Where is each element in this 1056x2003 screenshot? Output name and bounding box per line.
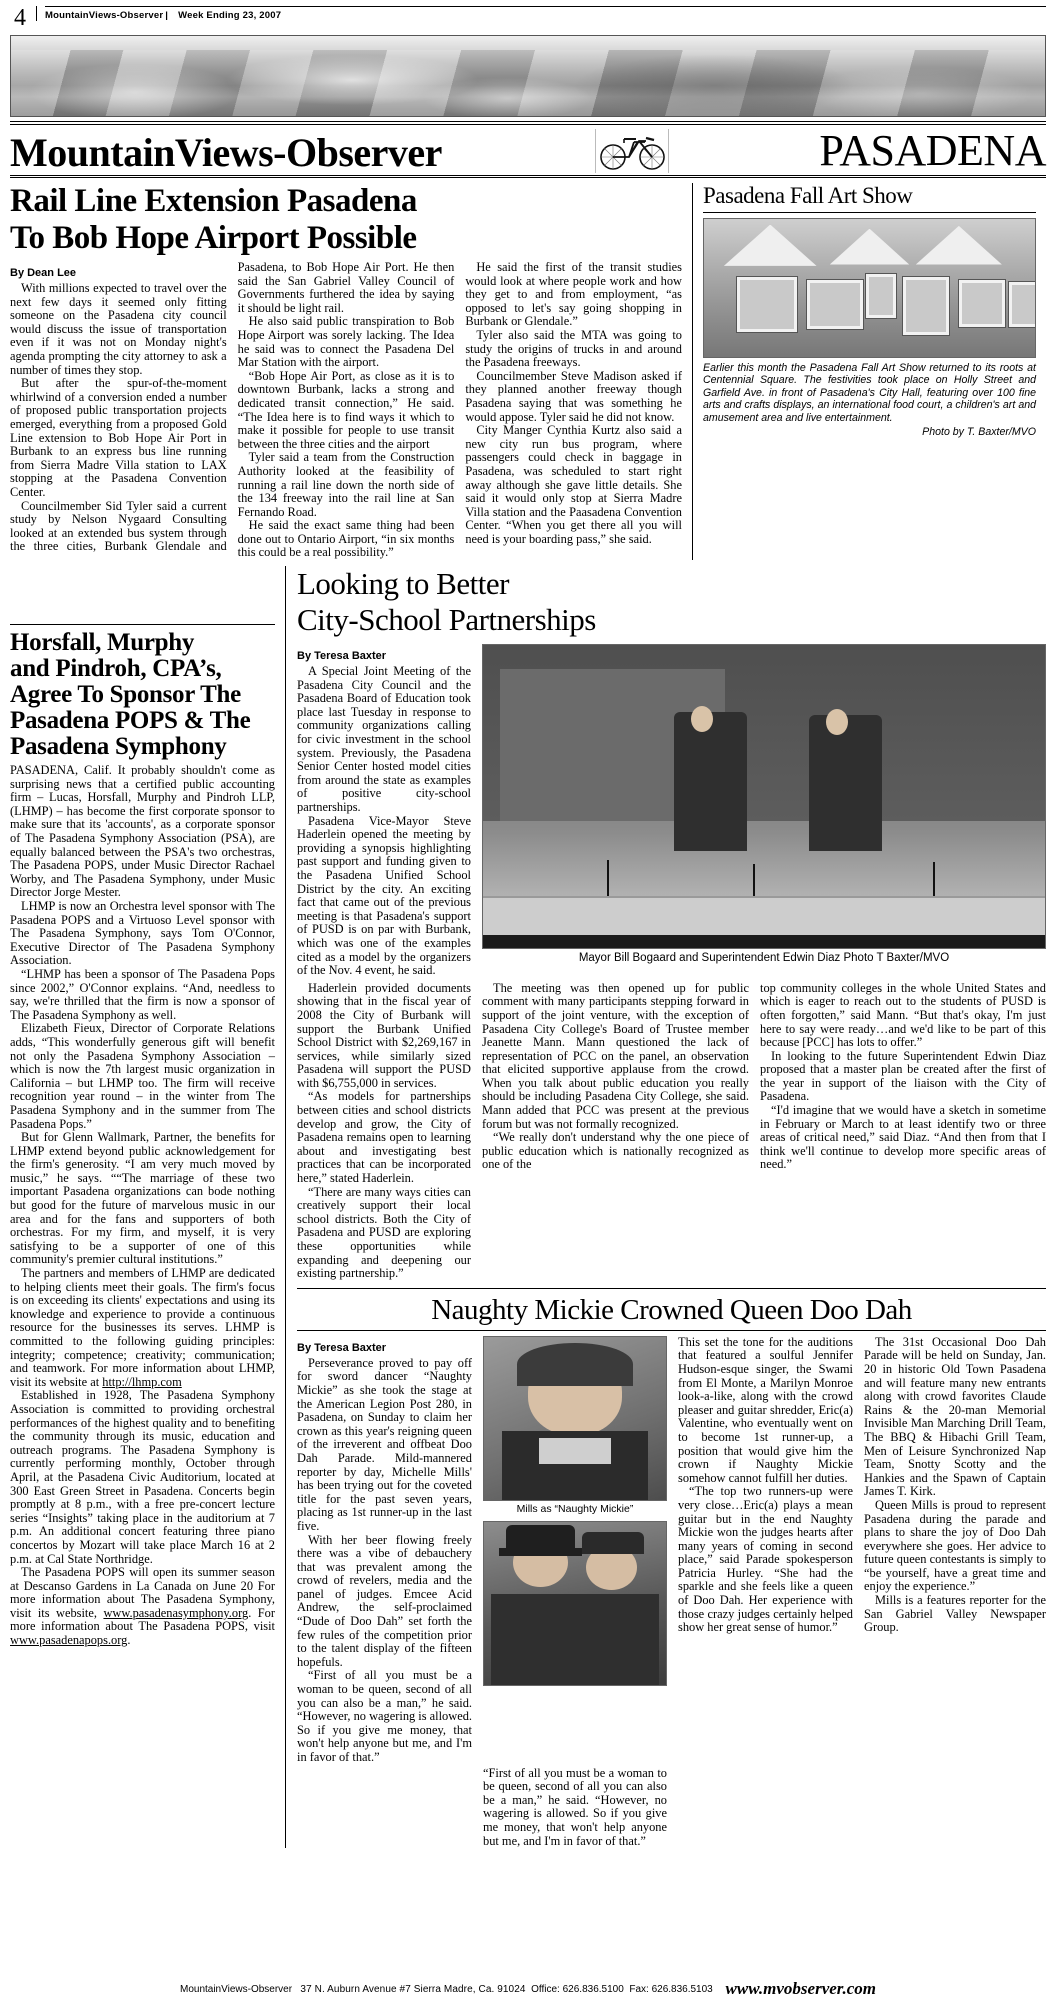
art-show-box — [693, 183, 1036, 560]
lhmp-body — [10, 764, 275, 1648]
mid-section — [10, 566, 1046, 1848]
lhmp-para-text: The partners and members of LHMP are dedicated to helping clients meet their goals. The firm's focus is on exceeding its clients' expectations and using its knowledge and experience to provide a continuous resource for the businesses its serves. LHMP is committed to the following guiding principles: integrity; competence; creativity; communication; and teamwork. For more information about LHMP, visit its website at — [10, 1266, 275, 1389]
page-number: 4 — [14, 5, 26, 31]
lhmp-para: But for Glenn Wallmark, Partner, the benefits for LHMP extend beyond public acknowledgement for the firm's generosity. “I am very much moved by music,” he says. ““The marriage of these two important Pasadena organizations can bode nothing but good for the future of marvelous music in our area and for the fans and supporters of both orchestras. For my firm, and myself, it is very satisfying to be a supporter of one of this community's premier cultural institutions.” — [10, 1130, 275, 1267]
rail-para: He also said public transpiration to Bob Hope Airport was sorely lacking. The Idea he said was to connect the Pasadena Del Mar Station with the airport. — [237, 314, 455, 370]
mickie-para: The 31st Occasional Doo Dah Parade will be held on Sunday, Jan. 20 in historic Old Town Pasadena and will feature many new entrants along with crowd favorites Claude Rains & the 20-man Memorial Invisible Man Marching Drill Team, The BBQ & Hibachi Grill Team, Men of Leisure Synchronized Nap Team, Snotty Scotty and the Hankies and the Spawn of Captain James T. Kirk. — [864, 1334, 1046, 1499]
folio-issue-date: Week Ending 23, 2007 — [178, 10, 282, 21]
partnerships-para: “I'd imagine that we would have a sketch in sometime in February or March to at least identify two or three areas of critical need,” said Diaz. “And then from that I think we'll continue to develop more specific areas of need.” — [760, 1103, 1046, 1172]
rail-para: City Manger Cynthia Kurtz also said a new city run bus program, where passengers could check in baggage in Pasadena, was scheduled to start right away although she gave little details. She said it would only stop at Sierra Madre Villa station and the Paasadena Convention Center. “When you get there all you will need is your boarding pass,” she said. — [465, 423, 682, 546]
lhmp-para: “LHMP has been a sponsor of The Pasadena Pops since 2002,” O'Connor explains. “And, needless to say, we're thrilled that the firm is now a sponsor of The Pasadena Symphony as well. — [10, 966, 275, 1022]
masthead-title-right: PASADENA — [819, 126, 1046, 175]
lhmp-para: Elizabeth Fieux, Director of Corporate Relations adds, “This wonderfully generous gift will benefit not only the Pasadena Symphony Association – which is now the 7th largest music organization in California – but LHMP too. The firm will receive recognition year round – in the winter from The Pasadena Symphony and in the summer from The Pasadena Pops.” — [10, 1021, 275, 1131]
mickie-para: Queen Mills is proud to represent Pasadena during the parade and plans to share the joy of Doo Dah everywhere she goes. Her advice to future queen contestants is simply to “be yourself, have a great time and enjoy the experience.” — [864, 1497, 1046, 1594]
art-show-headline: Pasadena Fall Art Show — [703, 183, 913, 208]
mickie-para-overflow: “First of all you must be a woman to be queen, second of all you can also be a man,” he said. “However, no wagering is allowed. So if you give me money, that won't help anyone but me, and I'm in favor of that.” — [483, 1765, 667, 1848]
partnerships-story — [286, 566, 1046, 1848]
mickie-headline: Naughty Mickie Crowned Queen Doo Dah — [431, 1293, 912, 1326]
lhmp-headline-line: and Pindroh, CPA’s, — [10, 655, 222, 683]
lhmp-para: PASADENA, Calif. It probably shouldn't come as surprising news that a certified public accounting firm – Lucas, Horsfall, Murphy and Pindroh LLP, (LHMP) – has become the first corporate sponsor to make sure that its 'accounts', as a corporate sponsor of The Pasadena Symphony Association (PSA), are equally balanced between the PSA's two orchestras, The Pasadena POPS, under Music Director Rachael Worby, and The Pasadena Symphony, under Music Director Jorge Mester. — [10, 763, 275, 900]
naughty-mickie-photo — [483, 1336, 667, 1501]
lhmp-para — [10, 1267, 275, 1389]
folio-publication: MountainViews-Observer — [45, 10, 164, 21]
mickie-para: Perseverance proved to pay off for sword dancer “Naughty Mickie” as she took the stage at the American Legion Post 280, in Pasadena, on Sunday to claim her crown as this year's reigning queen of the irreverent and offbeat Doo Dah Parade. Mild-mannered reporter by day, Michelle Mills' has been trying out for the coveted title for the past seven years, placing as 1st runner-up in the last five. — [297, 1355, 472, 1533]
partnerships-para: top community colleges in the whole United States and which is eager to reach out to the students of PUSD is often forgotten,” said Mann. “But that's okay, I'm just here to say were ready…and we'd like to be part of this because [PCC] has lots to offer.” — [760, 980, 1046, 1050]
footer-address: 37 N. Auburn Avenue #7 Sierra Madre, Ca. 91024 — [300, 1984, 526, 1995]
mickie-para: “The top two runners-up were very close…Eric(a) plays a mean guitar but in the end Naughty Mickie won the judges hearts after many years of coming in second place,” said Parade spokesperson Patricia Hurley. “She had the sparkle and she feels like a queen of Doo Dah. Her experience with those crazy judges certainly helped show her great sense of humor.” — [678, 1484, 853, 1635]
rail-para: Tyler said a team from the Construction Authority looked at the feasibility of running a rail line down the north side of the 134 freeway into the rail line at San Fernando Road. — [237, 450, 455, 519]
partnerships-headline-line1: Looking to Better — [297, 566, 509, 602]
folio-separator: | — [165, 10, 169, 21]
lhmp-para: LHMP is now an Orchestra level sponsor with The Pasadena POPS and a Virtuoso Level sponsor with The Pasadena Symphony, says Tom O'Connor, Executive Director of The Pasadena Symphony Association. — [10, 899, 275, 968]
partnerships-para: “There are many ways cities can creatively support their local school districts. Both the City of Pasadena and PUSD are exploring these opportunities while expanding and deepening our existing partnership.” — [297, 1184, 471, 1281]
partnerships-headline-line2: City-School Partnerships — [297, 602, 596, 638]
mountain-banner-photo — [10, 35, 1046, 117]
symphony-website-link[interactable]: www.pasadenasymphony.org — [103, 1605, 249, 1620]
partnerships-body-left — [297, 665, 471, 978]
top-section — [10, 183, 1046, 560]
partnerships-para: A Special Joint Meeting of the Pasadena City Council and the Pasadena Board of Education took place last Tuesday in response to community organizations calling for civic investment in the school system. Previously, the Pasadena Senior Center hosted model cities from around the state as examples of positive city-school partnerships. — [297, 664, 471, 814]
naughty-mickie-photo-caption: Mills as “Naughty Mickie” — [516, 1502, 634, 1515]
rail-para: With millions expected to travel over the next few days it seemed only fitting someone on the Pasadena city council would discuss the issue of transportation even if it was not on Monday night's agenda prompting the city attorney to ask a number of times they stop. — [10, 281, 227, 377]
banner-sky — [11, 36, 1045, 50]
rail-headline-line1: Rail Line Extension Pasadena — [10, 183, 417, 219]
pops-website-link[interactable]: www.pasadenapops.org — [10, 1633, 128, 1648]
art-show-caption: Earlier this month the Pasadena Fall Art Show returned to its roots at Centennial Square. The festivities took place on Holly Street and Garfield Ave. in front of Pasadena's City Hall, featuring over 100 fine arts and crafts displays, an international food court, a children's art and amusement area and live entertainment. — [703, 362, 1036, 424]
page-footer — [0, 1979, 1056, 1999]
mickie-para: With her beer flowing freely there was a vibe of debauchery that was prevalent among the crowd of revelers, media and the panel of judges. Emcee Acid Andrew, the self-proclaimed “Dude of Doo Dah” set forth the few rules of the competition prior to the talent display of the fifteen hopefuls. — [297, 1532, 472, 1669]
lhmp-para-text: The Pasadena POPS will open its summer season at Descanso Gardens in La Canada on June 20 For more information about The Pasadena Symphony, visit its website, — [10, 1565, 275, 1620]
rail-para: He said the first of the transit studies would look at where people work and how they get to and from employment, “as opposed to let's say going shopping in Burbank or Glendale.” — [465, 260, 682, 329]
lhmp-headline-line: Pasadena Symphony — [10, 733, 227, 761]
partnerships-para: Pasadena Vice-Mayor Steve Haderlein opened the meeting by providing a synopsis highlighting past support and funding given to the Pasadena Unified School District by the city. An exciting fact that came out of the previous meeting is that Pasadena's support of PUSD is on par with Burbank, which was one of the examples cited as a model by the organizers of the Nov. 4 event, he said. — [297, 813, 471, 978]
partnerships-body-mid — [482, 982, 749, 1172]
masthead — [10, 125, 1046, 173]
mickie-body-col3 — [864, 1336, 1046, 1635]
art-show-photo-credit: Photo by T. Baxter/MVO — [922, 426, 1036, 439]
lhmp-tail-symphony: . For more information about The Pasadena POPS, visit — [10, 1605, 275, 1634]
partnerships-para: “We really don't understand why the one piece of public education which is nationally recognized as one of the — [482, 1130, 749, 1172]
masthead-underline — [10, 175, 1046, 178]
rail-para: “Bob Hope Air Port, as close as it is to downtown Burbank, lacks a strong and dedicated transit connection,” He said. “The Idea here is to find ways it which to make it possible for people to use transit between the three cities and the airport — [237, 368, 455, 451]
footer-office-phone: Office: 626.836.5100 — [531, 1984, 624, 1995]
partnerships-body-right — [760, 982, 1046, 1172]
bicycle-icon — [595, 129, 669, 173]
lhmp-story — [10, 566, 286, 1848]
rail-body — [10, 261, 682, 560]
lhmp-headline-line: Agree To Sponsor The — [10, 681, 241, 709]
rail-para: Councilmember Steve Madison asked if they planned another freeway though Pasadena saying that was something he would appose. Tyler said he did not know. — [465, 368, 682, 424]
partnerships-para: The meeting was then opened up for public comment with many participants stepping forward in support of the joint venture, with the exception of Pasadena City College's Board of Trustee member Jeanette Mann. Mann questioned the lack of representation of PCC on the panel, an observation that elicited supportive applause from the crowd. When you talk about public education you really should be including Pasadena City College, she said. Mann added that PCC was present at the previous forum but was not formally recognized. — [482, 980, 749, 1131]
folio-rule — [36, 6, 1046, 21]
footer-website[interactable]: www.mvobserver.com — [725, 1979, 876, 1998]
mickie-para: Mills is a features reporter for the San Gabriel Valley Newspaper Group. — [864, 1593, 1046, 1635]
rail-para: He said the exact same thing had been done out to Ontario Airport, “in six months this could be a real possibility.” — [237, 518, 455, 560]
partnerships-para: Haderlein provided documents showing that in the fiscal year of 2008 the City of Burbank will support the Burbank Unified School District with $2,269,167 in services, while similarly sized Pasadena will support the PUSD with $6,755,000 in services. — [297, 980, 471, 1090]
joint-meeting-photo-caption: Mayor Bill Bogaard and Superintendent Edwin Diaz Photo T Baxter/MVO — [578, 952, 950, 965]
rail-para: Councilmember Sid Tyler said a current study by Nelson Nygaard Consulting looked at an extended bus system through the three cities, Burbank Glendale and Pasadena, to Bob Hope Air Port. He then said the San Gabriel Valley Council of Governments furthered the idea by saying it should be light rail. — [10, 260, 455, 554]
folio-hairline — [45, 6, 1046, 7]
lhmp-website-link[interactable]: http://lhmp.com — [102, 1374, 182, 1389]
partnerships-para: “As models for partnerships between cities and school districts develop and grow, the City of Pasadena remains open to learning about and investigating best practices that can be incorporated here,” stated Haderlein. — [297, 1089, 471, 1186]
rail-para: Tyler also said the MTA was going to study the origins of trucks in and around the Pasadena freeways. — [465, 327, 682, 370]
partnerships-byline: By Teresa Baxter — [297, 650, 387, 663]
partnerships-para: In looking to the future Superintendent Edwin Diaz proposed that a master plan be created after the first of the year in support of the liaison with the City of Pasadena. — [760, 1048, 1046, 1104]
mickie-para: This set the tone for the auditions that featured a soulful Jennifer Hudson-esque singer, the Swami from El Monte, a Marilyn Monroe look-a-like, along with the crowd pleaser and guitar shredder, Eric(a) Valentine, who eventually went on to become 1st runner-up, a position that would give him the crown if Naughty Mickie somehow cannot fulfill her duties. — [678, 1334, 853, 1485]
mickie-body-col2 — [678, 1336, 853, 1635]
folio-bar — [10, 6, 1046, 32]
footer-fax: Fax: 626.836.5103 — [629, 1984, 713, 1995]
art-show-photo — [703, 218, 1036, 358]
masthead-title-left: MountainViews-Observer — [10, 130, 442, 175]
joint-meeting-photo — [482, 644, 1046, 949]
mickie-body-col1 — [297, 1357, 472, 1765]
lhmp-headline-line: Pasadena POPS & The — [10, 707, 251, 735]
partnerships-body-left-cont — [297, 982, 471, 1281]
lhmp-tail-pops: . — [127, 1633, 131, 1648]
dude-of-doo-dah-photo — [483, 1521, 667, 1686]
rail-byline: By Dean Lee — [10, 267, 77, 279]
rail-story — [10, 183, 693, 560]
footer-publication: MountainViews-Observer — [179, 1984, 293, 1995]
rail-para: But after the spur-of-the-moment whirlwind of a conversion ended a number of proposed public transportation projects emerged, everything from a proposed Gold Line extension to Bob Hope Air Port in Burbank to an express bus line running from Sierra Madre Villa station to LAX stopping at the Pasadena Convention Center. — [10, 376, 227, 499]
rail-headline-line2: To Bob Hope Airport Possible — [10, 220, 417, 256]
lhmp-para: Established in 1928, The Pasadena Symphony Association is committed to providing orchestral performances of the highest quality and to benefiting the community through its music, education and outreach programs. The Pasadena Symphony is currently performing monthly, October through April, at the Pasadena Civic Auditorium, located at 300 East Green Street in Pasadena. Concerts begin promptly at 8 p.m., with a free pre-concert lecture series “Insights” taking place in the auditorium at 7 p.m. An additional concert featuring three piano concertos by Mozart will take place March 16 at 2 p.m. at Cal State Northridge. — [10, 1388, 275, 1566]
lhmp-headline-line: Horsfall, Murphy — [10, 629, 195, 657]
mickie-para: “First of all you must be a woman to be queen, second of all you can also be a man,” he said. “However, no wagering is allowed. So if you give me money, that won't help anyone but me, and I'm in favor of that.” — [297, 1668, 472, 1764]
folio-text — [45, 10, 1046, 21]
mickie-byline: By Teresa Baxter — [297, 1341, 387, 1354]
lhmp-para — [10, 1566, 275, 1648]
